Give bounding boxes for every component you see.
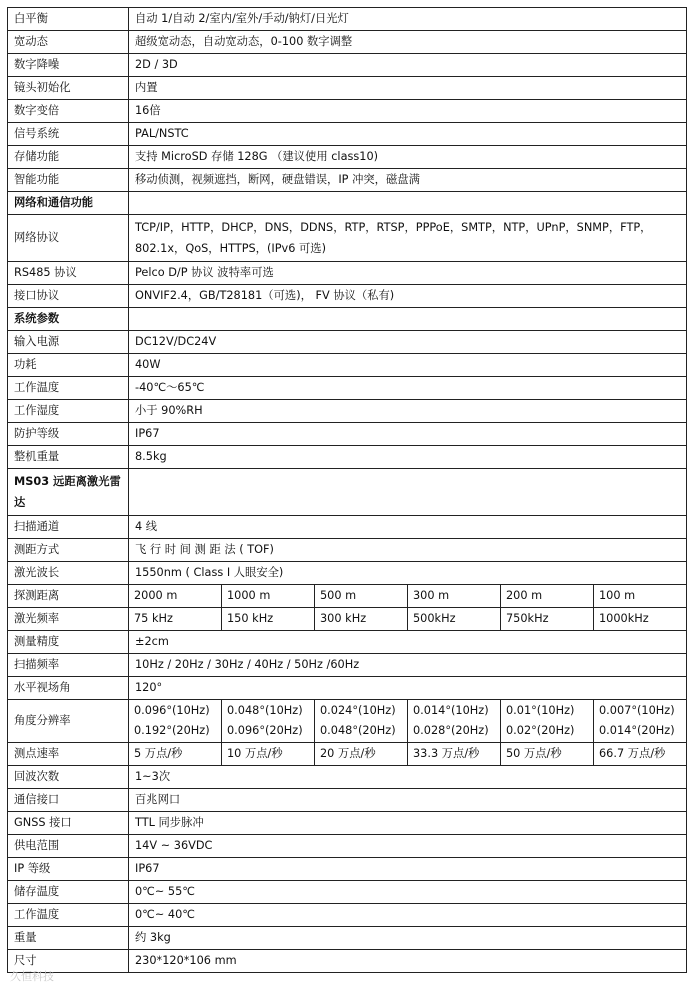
spec-table [7, 7, 687, 973]
spec-label: 扫描频率 [8, 654, 129, 677]
section-row [8, 192, 687, 215]
spec-value: ONVIF2.4，GB/T28181（可选)， FV 协议（私有) [129, 285, 687, 308]
spec-label: 镜头初始化 [8, 77, 129, 100]
spec-subvalue: 0.01°(10Hz) 0.02°(20Hz) [501, 700, 594, 743]
spec-label: 数字降噪 [8, 54, 129, 77]
spec-subvalue: 66.7 万点/秒 [594, 743, 687, 766]
spec-label: 水平视场角 [8, 677, 129, 700]
spec-row [8, 400, 687, 423]
spec-row [8, 539, 687, 562]
spec-value: 小于 90%RH [129, 400, 687, 423]
spec-row [8, 654, 687, 677]
spec-subvalue: 50 万点/秒 [501, 743, 594, 766]
spec-subvalue: 0.048°(10Hz) 0.096°(20Hz) [222, 700, 315, 743]
spec-label: 激光频率 [8, 608, 129, 631]
spec-row [8, 285, 687, 308]
spec-label: 网络协议 [8, 215, 129, 262]
spec-label: 扫描通道 [8, 516, 129, 539]
spec-subvalue: 75 kHz [129, 608, 222, 631]
spec-subvalue: 5 万点/秒 [129, 743, 222, 766]
section-title: 系统参数 [8, 308, 129, 331]
spec-row [8, 743, 687, 766]
spec-label: 白平衡 [8, 8, 129, 31]
spec-value: 14V ~ 36VDC [129, 835, 687, 858]
spec-value: 0℃~ 40℃ [129, 904, 687, 927]
spec-value: 百兆网口 [129, 789, 687, 812]
spec-label: 数字变倍 [8, 100, 129, 123]
spec-label: 回波次数 [8, 766, 129, 789]
spec-value: 超级宽动态，自动宽动态，0-100 数字调整 [129, 31, 687, 54]
spec-value: TCP/IP，HTTP，DHCP，DNS，DDNS，RTP，RTSP，PPPoE，SMTP，NTP，UPnP，SNMP，FTP，802.1x，QoS，HTTPS，(IPv6 可选) [129, 215, 687, 262]
spec-row [8, 77, 687, 100]
section-title: 网络和通信功能 [8, 192, 129, 215]
spec-row [8, 215, 687, 262]
spec-row [8, 100, 687, 123]
section-row [8, 469, 687, 516]
spec-value: 内置 [129, 77, 687, 100]
spec-label: 工作温度 [8, 377, 129, 400]
spec-value: DC12V/DC24V [129, 331, 687, 354]
spec-label: 重量 [8, 927, 129, 950]
spec-row [8, 377, 687, 400]
spec-subvalue: 500kHz [408, 608, 501, 631]
spec-subvalue: 0.007°(10Hz) 0.014°(20Hz) [594, 700, 687, 743]
spec-row [8, 516, 687, 539]
spec-row [8, 169, 687, 192]
spec-row [8, 585, 687, 608]
spec-value: Pelco D/P 协议 波特率可选 [129, 262, 687, 285]
spec-subvalue: 2000 m [129, 585, 222, 608]
spec-value: -40℃～65℃ [129, 377, 687, 400]
spec-subvalue: 0.014°(10Hz) 0.028°(20Hz) [408, 700, 501, 743]
spec-row [8, 31, 687, 54]
spec-value: IP67 [129, 858, 687, 881]
spec-value: 4 线 [129, 516, 687, 539]
spec-subvalue: 100 m [594, 585, 687, 608]
spec-value: 0℃~ 55℃ [129, 881, 687, 904]
spec-row [8, 858, 687, 881]
spec-row [8, 354, 687, 377]
spec-label: 防护等级 [8, 423, 129, 446]
spec-row [8, 54, 687, 77]
spec-value: TTL 同步脉冲 [129, 812, 687, 835]
spec-row [8, 881, 687, 904]
spec-row [8, 677, 687, 700]
spec-label: 智能功能 [8, 169, 129, 192]
spec-value: 飞 行 时 间 测 距 法 ( TOF) [129, 539, 687, 562]
spec-label: 工作湿度 [8, 400, 129, 423]
spec-row [8, 700, 687, 743]
spec-value: 8.5kg [129, 446, 687, 469]
spec-row [8, 562, 687, 585]
spec-subvalue: 20 万点/秒 [315, 743, 408, 766]
spec-value: 40W [129, 354, 687, 377]
spec-label: 信号系统 [8, 123, 129, 146]
spec-value: 自动 1/自动 2/室内/室外/手动/钠灯/日光灯 [129, 8, 687, 31]
spec-value: 1~3次 [129, 766, 687, 789]
spec-label: RS485 协议 [8, 262, 129, 285]
spec-label: IP 等级 [8, 858, 129, 881]
spec-row [8, 423, 687, 446]
spec-subvalue: 750kHz [501, 608, 594, 631]
spec-label: GNSS 接口 [8, 812, 129, 835]
spec-subvalue: 33.3 万点/秒 [408, 743, 501, 766]
spec-label: 功耗 [8, 354, 129, 377]
spec-label: 角度分辨率 [8, 700, 129, 743]
watermark: 久恒科技 [10, 970, 54, 983]
spec-label: 接口协议 [8, 285, 129, 308]
spec-row [8, 123, 687, 146]
spec-subvalue: 500 m [315, 585, 408, 608]
spec-value: 1550nm ( Class Ⅰ 人眼安全) [129, 562, 687, 585]
spec-row [8, 331, 687, 354]
spec-label: 激光波长 [8, 562, 129, 585]
spec-row [8, 950, 687, 973]
spec-label: 输入电源 [8, 331, 129, 354]
spec-label: 工作温度 [8, 904, 129, 927]
spec-value: ±2cm [129, 631, 687, 654]
spec-subvalue: 200 m [501, 585, 594, 608]
spec-label: 测距方式 [8, 539, 129, 562]
spec-value: 120° [129, 677, 687, 700]
spec-value: 16倍 [129, 100, 687, 123]
spec-row [8, 262, 687, 285]
spec-value: 支持 MicroSD 存储 128G （建议使用 class10) [129, 146, 687, 169]
spec-label: 储存温度 [8, 881, 129, 904]
spec-row [8, 904, 687, 927]
spec-subvalue: 0.096°(10Hz) 0.192°(20Hz) [129, 700, 222, 743]
spec-subvalue: 10 万点/秒 [222, 743, 315, 766]
spec-subvalue: 300 m [408, 585, 501, 608]
spec-row [8, 789, 687, 812]
spec-row [8, 146, 687, 169]
spec-row [8, 812, 687, 835]
spec-label: 通信接口 [8, 789, 129, 812]
spec-subvalue: 1000 m [222, 585, 315, 608]
spec-label: 测量精度 [8, 631, 129, 654]
spec-label: 供电范围 [8, 835, 129, 858]
spec-value: 2D / 3D [129, 54, 687, 77]
spec-value: IP67 [129, 423, 687, 446]
spec-label: 探测距离 [8, 585, 129, 608]
spec-row [8, 631, 687, 654]
spec-subvalue: 300 kHz [315, 608, 408, 631]
section-empty [129, 469, 687, 516]
section-title: MS03 远距离激光雷达 [8, 469, 129, 516]
spec-label: 测点速率 [8, 743, 129, 766]
spec-value: 约 3kg [129, 927, 687, 950]
spec-row [8, 8, 687, 31]
spec-label: 存储功能 [8, 146, 129, 169]
spec-value: PAL/NSTC [129, 123, 687, 146]
spec-value: 230*120*106 mm [129, 950, 687, 973]
spec-label: 尺寸 [8, 950, 129, 973]
spec-value: 移动侦测，视频遮挡，断网，硬盘错误，IP 冲突，磁盘满 [129, 169, 687, 192]
spec-label: 宽动态 [8, 31, 129, 54]
spec-row [8, 766, 687, 789]
spec-row [8, 927, 687, 950]
spec-row [8, 835, 687, 858]
section-empty [129, 192, 687, 215]
spec-value: 10Hz / 20Hz / 30Hz / 40Hz / 50Hz /60Hz [129, 654, 687, 677]
spec-row [8, 608, 687, 631]
spec-subvalue: 150 kHz [222, 608, 315, 631]
spec-row [8, 446, 687, 469]
section-empty [129, 308, 687, 331]
spec-label: 整机重量 [8, 446, 129, 469]
spec-subvalue: 1000kHz [594, 608, 687, 631]
spec-subvalue: 0.024°(10Hz) 0.048°(20Hz) [315, 700, 408, 743]
section-row [8, 308, 687, 331]
